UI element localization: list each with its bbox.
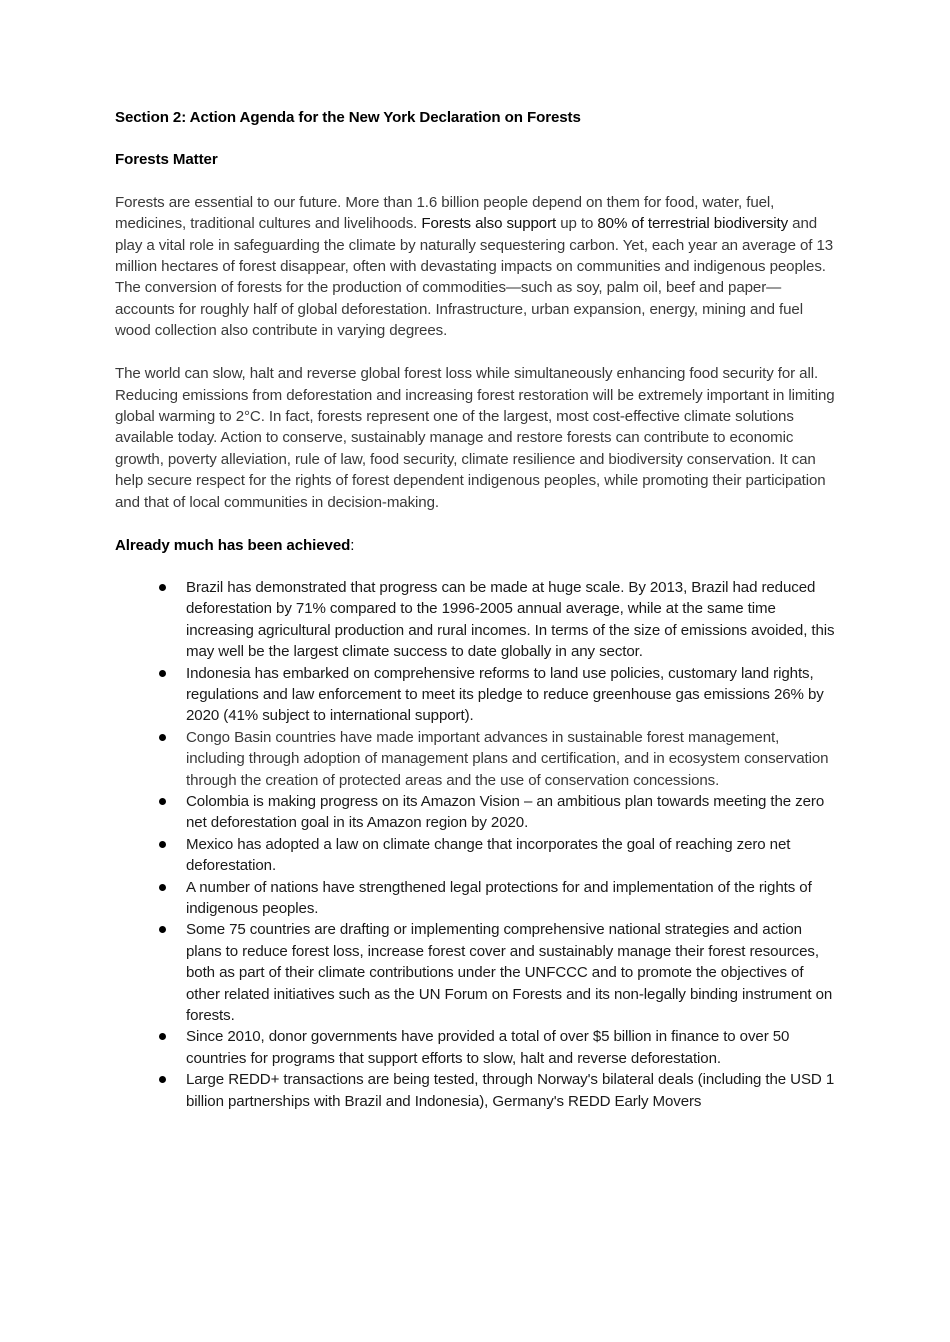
achievements-list [115,577,837,1112]
list-item-indonesia [115,663,837,727]
document-body [115,107,837,1112]
bullet-icon [159,1076,166,1083]
list-item-text: Colombia is making progress on its Amazon Vision – an ambitious plan towards meeting the zero net deforestation goal in its Amazon region by 2020. [186,792,825,832]
bullet-icon [159,734,166,741]
list-item-text: Indonesia has embarked on comprehensive reforms to land use policies, customary land rights, regulations and law enforcement to meet its pledge to reduce greenhouse gas emissions 26% by 2020 (41% subject to international support). [186,664,824,725]
paragraph-world-can-slow: The world can slow, halt and reverse global forest loss while simultaneously enhancing food security for all. Reducing emissions from deforestation and increasing forest restoration will be extremely important in limiting global warming to 2°C. In fact, forests represent one of the largest, most cost-effective climate solutions available today. Action to conserve, sustainably manage and restore forests can contribute to economic growth, poverty alleviation, rule of law, food security, climate resilience and biodiversity conservation. It can help secure respect for the rights of forest dependent indigenous peoples, while promoting their participation and that of local communities in decision-making. [115,365,835,511]
list-item-text: Large REDD+ transactions are being tested, through Norway's bilateral deals (including the USD 1 billion partnerships with Brazil and Indonesia), Germany's REDD Early Movers [186,1071,835,1110]
list-item-donor-finance [115,1026,837,1069]
paragraph-1-text-a: Forests are essential to our future. More than 1.6 billion people depend on them for food, water, fuel, medicines, traditional cultures and livelihoods. [115,193,775,233]
paragraph-1-text-e: and play a vital role in safeguarding the climate by naturally sequestering carbon. Yet, each year an average of 13 million hectares of forest disappear, often with devastating impacts on communities and indigenous peoples. The conversion of forests for the production of commodities—such as soy, palm oil, beef and paper—accounts for roughly half of global deforestation. Infrastructure, urban expansion, energy, mining and fuel wood collection also contribute in varying degrees. [115,215,834,340]
list-item-redd-transactions [115,1069,837,1112]
list-item-text: Mexico has adopted a law on climate change that incorporates the goal of reaching zero net deforestation. [186,835,791,875]
list-item-national-strategies [115,919,837,1026]
achievements-heading [115,535,837,556]
list-item-text: A number of nations have strengthened legal protections for and implementation of the rights of indigenous peoples. [186,878,812,917]
list-item-mexico [115,834,837,877]
paragraph-1-text-b: Forests also support [421,215,557,233]
list-item-indigenous-rights [115,877,837,920]
list-item-text: Congo Basin countries have made important advances in sustainable forest management, including through adoption of management plans and certification, and in ecosystem conservation through the creation of protected areas and the use of conservation concessions. [186,728,829,789]
section-title: Section 2: Action Agenda for the New York Declaration on Forests [115,109,581,126]
achievements-label: Already much has been achieved [115,536,351,554]
list-item-colombia [115,791,837,834]
bullet-icon [159,670,166,677]
bullet-icon [159,841,166,848]
bullet-icon [159,1033,166,1040]
subheading-forests-matter: Forests Matter [115,151,218,169]
list-item-text: Since 2010, donor governments have provided a total of over $5 billion in finance to over 50 countries for programs that support efforts to slow, halt and reverse deforestation. [186,1028,790,1067]
bullet-icon [159,584,166,591]
list-item-text: Some 75 countries are drafting or implementing comprehensive national strategies and action plans to reduce forest loss, increase forest cover and sustainably manage their forest resources, both as part of their climate contributions under the UNFCCC and to promote the objectives of other related initiatives such as the UN Forum on Forests and its non-legally binding instrument on forests. [186,921,833,1025]
achievements-colon: : [350,536,355,554]
paragraph-1-text-d: 80% of terrestrial biodiversity [597,215,789,233]
paragraph-1-text-c: up to [556,215,598,233]
list-item-text: Brazil has demonstrated that progress can be made at huge scale. By 2013, Brazil had reduced deforestation by 71% compared to the 1996-2005 annual average, while at the same time increasing agricultural production and rural incomes. In terms of the size of emissions avoided, this may well be the largest climate success to date globally in any sector. [186,578,835,661]
bullet-icon [159,798,166,805]
bullet-icon [159,926,166,933]
paragraph-forests-essential [115,192,837,342]
list-item-brazil [115,577,837,663]
list-item-congo-basin [115,727,837,791]
bullet-icon [159,884,166,891]
